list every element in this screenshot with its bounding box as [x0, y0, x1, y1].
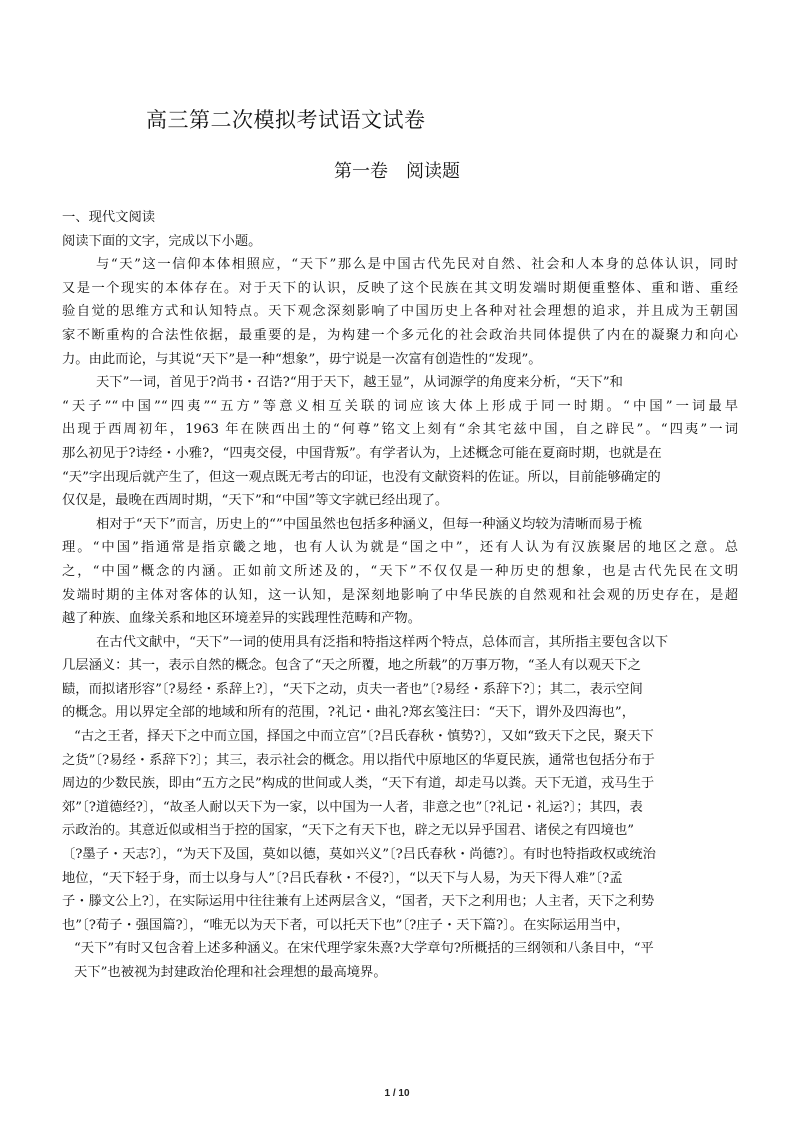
- passage-line: 力。由此而论，与其说“天下”是一种“想象”，毋宁说是一次富有创造性的“发现”。: [62, 351, 542, 367]
- passage-line: 又是一个现实的本体存在。对于天下的认识，反映了这个民族在其文明发端时期便重整体、重和谐、重经: [62, 280, 738, 296]
- passage-line: 天下”也被视为封建政治伦理和社会理想的最高境界。: [74, 965, 387, 980]
- passage-line: 天下”一词，首见于?尚书・召诰?“用于天下，越王显”，从词源学的角度来分析，“天下”和: [96, 375, 623, 391]
- passage-line: 地位，“天下轻于身，而士以身与人”〔?吕氏春秋・不侵?〕，“以天下与人易，为天下得人难”〔?孟: [62, 870, 623, 886]
- passage-line: 示政治的。其意近似或相当于控的国家，“天下之有天下也，辟之无以异乎国君、诸侯之有四境也”: [62, 823, 635, 839]
- reading-passage: [62, 206, 738, 985]
- passage-line: 几层涵义：其一，表示自然的概念。包含了“天之所覆，地之所载”的万事万物，“圣人有以观天下之: [62, 658, 641, 674]
- passage-line: 相对于“天下”而言，历史上的“”中国虽然也包括多种涵义，但每一种涵义均较为清晰而易于梳: [96, 516, 642, 532]
- passage-line: 在古代文献中，“天下”一词的使用具有泛指和特指这样两个特点，总体而言，其所指主要包含以下: [96, 634, 669, 650]
- volume-subtitle: 第一卷 阅读题: [334, 161, 460, 182]
- passage-line: 子・滕文公上?〕，在实际运用中往往兼有上述两层含义，“国者，天下之利用也；人主者，天下之利势: [62, 894, 655, 910]
- passage-line: “天子”“中国”“四夷”“五方”等意义相互关联的词应该大体上形成于同一时期。“中国”一词最早: [62, 398, 738, 414]
- passage-line: 之，“中国”概念的内涵。正如前文所述及的，“天下”不仅仅是一种历史的想象，也是古代先民在文明: [62, 563, 738, 579]
- section-heading: 一、现代文阅读: [62, 210, 156, 225]
- passage-line: 验自觉的思维方式和认知特点。天下观念深刻影响了中国历史上各种对社会理想的追求，并且成为王朝国: [62, 304, 738, 320]
- passage-line: 的概念。用以界定全部的地域和所有的范围，?礼记・曲礼?郑玄笺注曰：“天下，谓外及四海也”，: [62, 705, 636, 721]
- passage-line: 郊”〔?道德经?〕，“故圣人耐以天下为一家，以中国为一人者，非意之也”〔?礼记・礼运?〕；其四，表: [62, 799, 643, 815]
- passage-line: 出现于西周初年，1963 年在陕西出土的“何尊”铭文上刻有“余其宅兹中国，自之辟民”。“四夷”一词: [62, 422, 738, 438]
- passage-line: 仅仅是，最晚在西周时期，“天下”和“中国”等文字就已经出现了。: [62, 493, 449, 509]
- page-number: 1 / 10: [384, 1088, 410, 1099]
- passage-line: 也”〔?荀子・强国篇?〕，“唯无以为天下者，可以托天下也”〔?庄子・天下篇?〕。在实际运用当中，: [62, 917, 630, 933]
- passage-line: “天下”有时又包含着上述多种涵义。在宋代理学家朱熹?大学章句?所概括的三纲领和八条目中，“平: [74, 941, 654, 957]
- passage-line: 家不断重构的合法性依据，最重要的是，为构建一个多元化的社会政治共同体提供了内在的凝聚力和向心: [62, 327, 738, 343]
- passage-line: 那么初见于?诗经・小雅?，“四夷交侵，中国背叛”。有学者认为，上述概念可能在夏商时期，也就是在: [62, 445, 662, 461]
- passage-line: 赜，而拟诸形容”〔?易经・系辞上?〕，“天下之动，贞夫一者也”〔?易经・系辞下?〕；其二，表示空间: [62, 681, 643, 697]
- passage-line: 与“天”这一信仰本体相照应，“天下”那么是中国古代先民对自然、社会和人本身的总体认识，同时: [96, 257, 738, 273]
- passage-line: “古之王者，择天下之中而立国，择国之中而立宫”〔?吕氏春秋・慎势?〕，又如“致天下之民，聚天下: [74, 729, 654, 745]
- passage-line: 周边的少数民族，即由“五方之民”构成的世间或人类，“天下有道，却走马以粪。天下无道，戎马生于: [62, 776, 655, 792]
- passage-line: 〔?墨子・天志?〕，“为天下及国，莫如以德，莫如兴义”〔?吕氏春秋・尚德?〕。有时也特指政权或统治: [62, 847, 656, 863]
- instruction-text: 阅读下面的文字，完成以下小题。: [62, 233, 262, 249]
- passage-line: 越了种族、血缘关系和地区环境差异的实践理性范畴和产物。: [62, 611, 422, 627]
- passage-line: 之货”〔?易经・系辞下?〕；其三，表示社会的概念。用以指代中原地区的华夏民族，通常也包括分布于: [62, 752, 655, 768]
- passage-line: 理。“中国”指通常是指京畿之地，也有人认为就是“国之中”，还有人认为有汉族聚居的地区之意。总: [62, 540, 738, 556]
- passage-line: “天”字出现后就产生了，但这一观点既无考古的印证，也没有文献资料的佐证。所以，目前能够确定的: [62, 469, 661, 485]
- document-title: 高三第二次模拟考试语文试卷: [146, 108, 426, 132]
- passage-line: 发端时期的主体对客体的认知，这一认知，是深刻地影响了中华民族的自然观和社会观的历史存在，是超: [62, 587, 738, 603]
